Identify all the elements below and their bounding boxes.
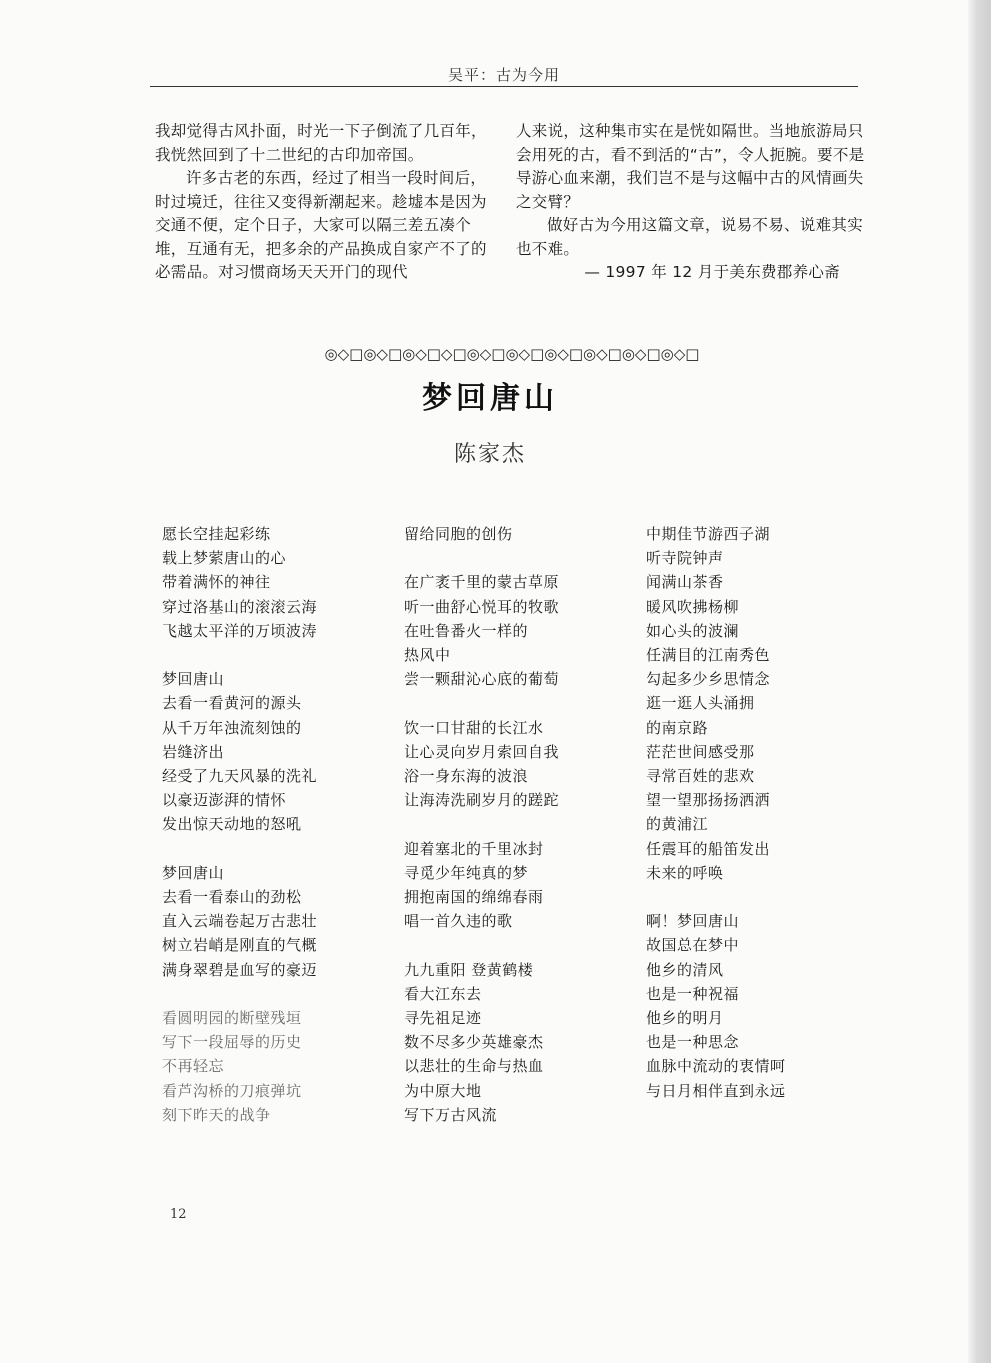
poem-line: 任震耳的船笛发出 [646, 839, 771, 858]
poem-line: 九九重阳 登黄鹤楼 [404, 960, 534, 979]
poem-line: 愿长空挂起彩练 [162, 525, 271, 543]
poem-line: 在广袤千里的蒙古草原 [404, 573, 560, 592]
poem-stanza [404, 570, 634, 691]
poem-stanza [404, 522, 634, 546]
poem-line: 发出惊天动地的怒吼 [162, 815, 302, 834]
poem-column-1 [162, 522, 392, 1151]
poem-line: 唱一首久违的歌 [404, 912, 513, 931]
poem-line: 去看一看黄河的源头 [162, 694, 302, 713]
article-signoff: — 1997 年 12 月于美东费郡养心斋 [584, 263, 840, 281]
poem-line: 血脉中流动的衷情呵 [646, 1057, 786, 1076]
poem-line: 寻觅少年纯真的梦 [404, 863, 529, 882]
poem-line: 刻下昨天的战争 [162, 1105, 271, 1124]
poem-line: 满身翠碧是血写的豪迈 [162, 960, 318, 979]
poem-stanza [404, 716, 634, 813]
poem-line: 写下一段屈辱的历史 [162, 1033, 302, 1052]
poem-line: 也是一种思念 [646, 1033, 740, 1052]
poem-line: 树立岩峭是刚直的气概 [162, 936, 318, 955]
poem-line: 他乡的清风 [646, 960, 724, 979]
poem-line: 以豪迈澎湃的情怀 [162, 791, 287, 810]
poem-line: 故国总在梦中 [646, 936, 740, 955]
poem-line: 数不尽多少英雄豪杰 [404, 1033, 544, 1052]
poem-line: 看芦沟桥的刀痕弹坑 [162, 1081, 302, 1100]
poem-line: 与日月相伴直到永远 [646, 1081, 786, 1100]
poem-line: 听寺院钟声 [646, 549, 724, 568]
poem-line: 让海涛洗刷岁月的蹉跎 [404, 791, 560, 810]
poem-line: 尝一颗甜沁心底的葡萄 [404, 670, 560, 689]
poem-line: 让心灵向岁月索回自我 [404, 742, 560, 761]
poem-line: 也是一种祝福 [646, 984, 740, 1003]
poem-line: 留给同胞的创伤 [404, 525, 513, 543]
poem-line: 看大江东去 [404, 984, 482, 1003]
poem-line: 的黄浦江 [646, 815, 709, 834]
poem-line: 浴一身东海的波浪 [404, 767, 529, 785]
article-paragraph: 做好古为今用这篇文章，说易不易、说难其实也不难。 [516, 216, 864, 258]
poem-stanza [162, 522, 392, 643]
ornamental-divider: ◎◇□◎◇□◎◇□◇□◎◇□◎◇□◎◇□◎◇□◎◇□◎◇□ [324, 345, 700, 363]
poem-line: 中期佳节游西子湖 [646, 525, 771, 543]
poem-line: 飞越太平洋的万顷波涛 [162, 621, 318, 640]
poem-author: 陈家杰 [453, 442, 526, 467]
page-number: 12 [170, 1207, 187, 1222]
poem-line: 拥抱南国的绵绵春雨 [404, 888, 544, 906]
poem-line: 梦回唐山 [162, 670, 225, 689]
poem-line: 去看一看泰山的劲松 [162, 888, 302, 907]
poem-line: 的南京路 [646, 718, 709, 737]
poem-line: 看圆明园的断壁残垣 [162, 1009, 302, 1028]
article-paragraph: 我却觉得古风扑面，时光一下子倒流了几百年，我恍然回到了十二世纪的古印加帝国。 [155, 122, 487, 164]
poem-line: 任满目的江南秀色 [646, 646, 771, 665]
poem-line: 载上梦萦唐山的心 [162, 549, 287, 568]
poem-line: 直入云端卷起万古悲壮 [162, 912, 318, 931]
poem-line: 穿过洛基山的滚滚云海 [162, 597, 318, 616]
poem-line: 未来的呼唤 [646, 863, 724, 882]
poem-title: 梦回唐山 [422, 381, 558, 416]
header-rule [150, 86, 858, 87]
poem-line: 经受了九天风暴的洗礼 [162, 767, 318, 786]
poem-stanza [162, 861, 392, 982]
poem-stanza [404, 837, 634, 934]
poem-line: 勾起多少乡思情念 [646, 670, 771, 689]
poem-column-3 [646, 522, 876, 1127]
article-column-right [516, 120, 866, 285]
page-edge-shadow [968, 0, 991, 1363]
poem-line: 梦回唐山 [162, 863, 225, 882]
poem-line: 饮一口甘甜的长江水 [404, 718, 544, 737]
poem-stanza [646, 522, 876, 885]
poem-line: 在吐鲁番火一样的 [404, 621, 529, 640]
poem-line: 从千万年浊流刻蚀的 [162, 718, 302, 737]
poem-line: 热风中 [404, 646, 451, 664]
poem-line: 迎着塞北的千里冰封 [404, 839, 544, 858]
poem-stanza [162, 1006, 392, 1127]
poem-line: 茫茫世间感受那 [646, 742, 755, 761]
poem-line: 寻常百姓的悲欢 [646, 767, 755, 786]
poem-line: 暖风吹拂杨柳 [646, 597, 740, 616]
poem-line: 听一曲舒心悦耳的牧歌 [404, 597, 560, 616]
article-paragraph: 许多古老的东西，经过了相当一段时间后，时过境迁，往往又变得新潮起来。趁墟本是因为交通不便，定个日子，大家可以隔三差五凑个堆，互通有无，把多余的产品换成自家产不了的必需品。对习惯商场天天开门的现代 [155, 169, 487, 281]
poem-stanza [646, 909, 876, 1103]
poem-line: 寻先祖足迹 [404, 1009, 482, 1027]
poem-line: 如心头的波澜 [646, 621, 740, 640]
poem-line: 闻满山茶香 [646, 573, 724, 592]
poem-column-2 [404, 522, 634, 1151]
poem-line: 啊！梦回唐山 [646, 912, 740, 931]
running-header: 吴平：古为今用 [447, 66, 560, 84]
article-paragraph: 人来说，这种集市实在是恍如隔世。当地旅游局只会用死的古，看不到活的“古”，令人扼腕。要不是导游心血来潮，我们岂不是与这幅中古的风情画失之交臂？ [516, 122, 865, 211]
article-column-left [155, 120, 499, 285]
poem-line: 逛一逛人头涌拥 [646, 694, 755, 713]
poem-stanza [162, 667, 392, 836]
poem-line: 他乡的明月 [646, 1009, 724, 1028]
poem-line: 岩缝济出 [162, 742, 225, 761]
poem-line: 不再轻忘 [162, 1057, 225, 1076]
poem-stanza [404, 958, 634, 1127]
poem-line: 写下万古风流 [404, 1105, 498, 1124]
poem-line: 为中原大地 [404, 1081, 482, 1100]
poem-line: 以悲壮的生命与热血 [404, 1057, 544, 1076]
poem-line: 望一望那扬扬洒洒 [646, 791, 771, 810]
poem-line: 带着满怀的神往 [162, 573, 271, 592]
